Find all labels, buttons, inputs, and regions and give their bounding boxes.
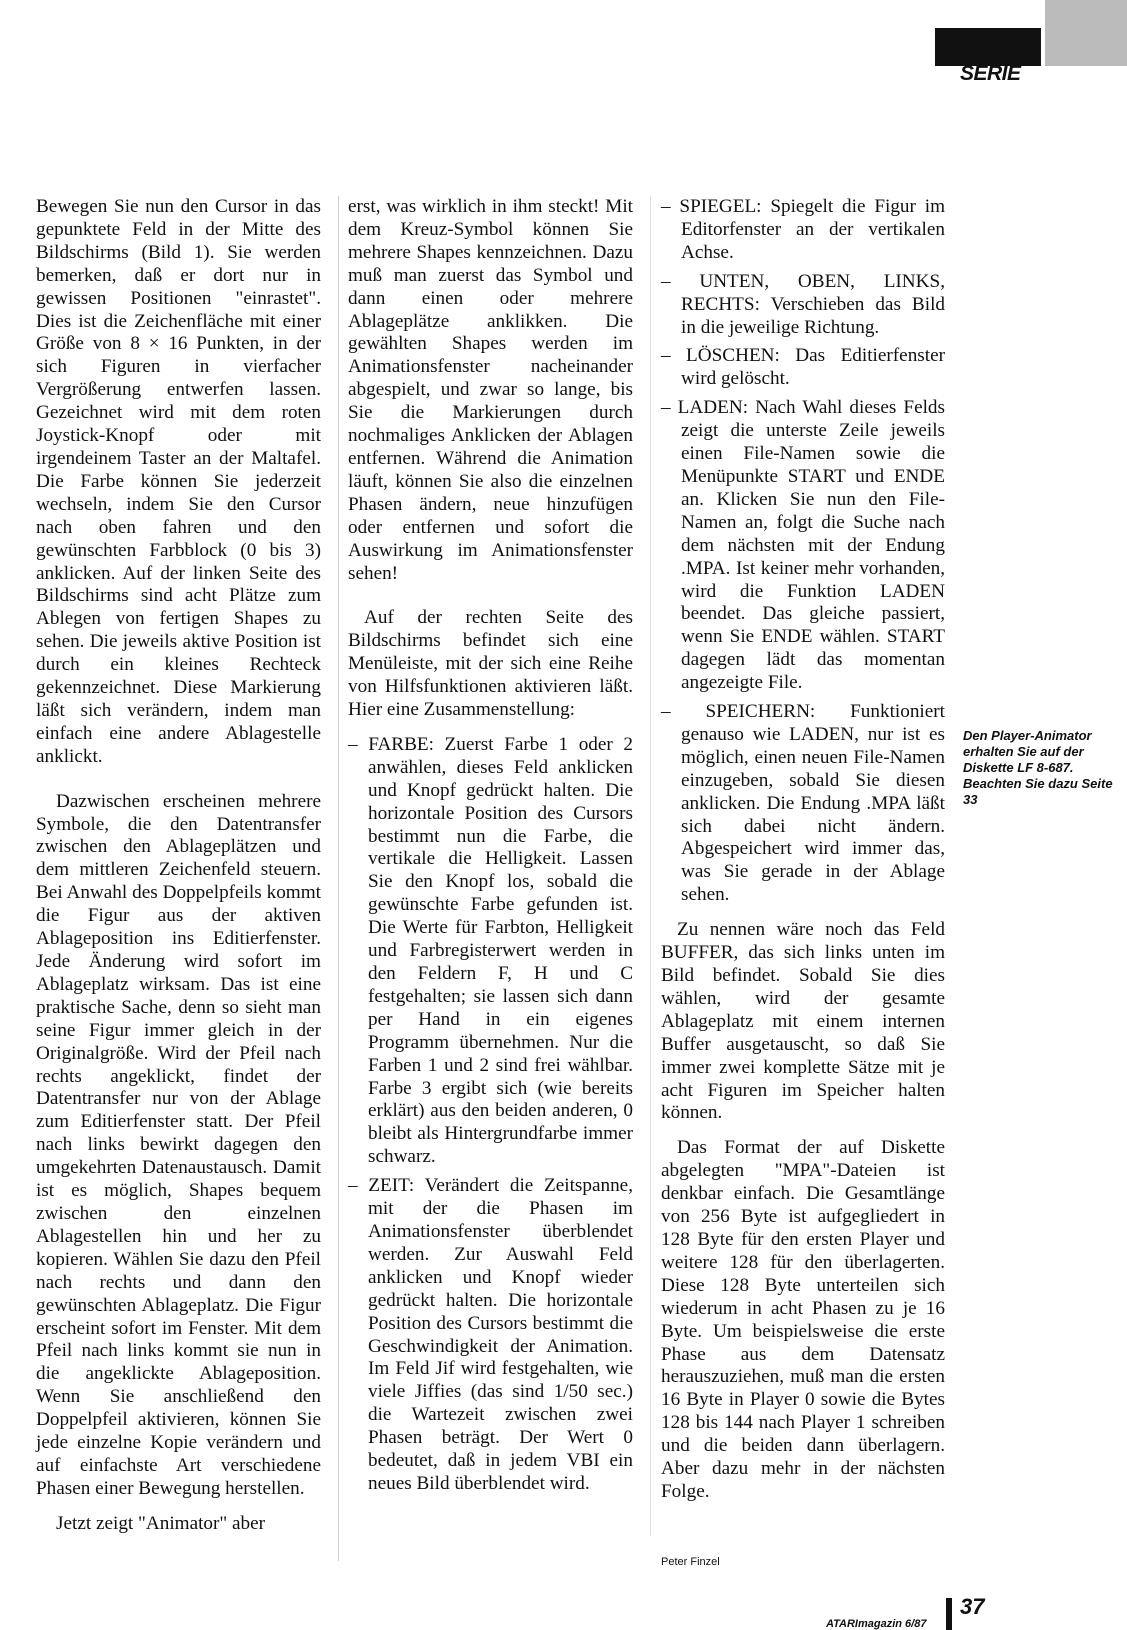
list-item: – SPEICHERN: Funktioniert genauso wie LADEN, nur ist es möglich, einen neuen File-Namen einzugeben, sobald Sie diesen anklicken. Die Endung .MPA läßt sich dabei nicht ändern. Abgespeichert wird immer das, was Sie gerade in der Ablage sehen. [661, 701, 945, 906]
column-divider [650, 196, 651, 1536]
header-grey-block [1045, 0, 1127, 66]
paragraph: Bewegen Sie nun den Cursor in das gepunktete Feld in der Mitte des Bildschirms (Bild 1). Sie werden bemerken, daß er dort nur in gewissen Positionen "einrastet". Dies ist die Zeichenfläche mit einer Größe von 8 × 16 Punkten, in der sich Figuren in vierfacher Vergrößerung entwerfen lassen. Gezeichnet wird mit dem roten Joystick-Knopf oder mit irgendeinem Taster an der Maltafel. Die Farbe können Sie jederzeit wechseln, indem Sie den Cursor nach oben fahren und den gewünschten Farbblock (0 bis 3) anklicken. Auf der linken Seite des Bildschirms sind acht Plätze zum Ablegen von fertigen Shapes zu sehen. Die jeweils aktive Position ist durch ein kleines Rechteck gekennzeichnet. Diese Markierung läßt sich verändern, indem man einfach eine andere Ablagestelle anklickt. [36, 196, 321, 767]
text-column-2 [348, 196, 633, 1496]
list-item: – FARBE: Zuerst Farbe 1 oder 2 anwählen, dieses Feld anklicken und Knopf gedrückt halten. Die horizontale Position des Cursors bestimmt nun die Farbe, die vertikale die Helligkeit. Lassen Sie den Knopf los, sobald die gewünschte Farbe gefunden ist. Die Werte für Farbton, Helligkeit und Farbregisterwert werden in den Feldern F, H und C festgehalten; sie lassen sich dann per Hand in ein eigenes Programm übernehmen. Nur die Farben 1 und 2 sind frei wählbar. Farbe 3 ergibt sich (wie bereits erklärt) aus den beiden anderen, 0 bleibt als Hintergrundfarbe immer schwarz. [348, 733, 633, 1168]
text-column-1 [36, 196, 321, 1536]
list-item: – LÖSCHEN: Das Editierfenster wird gelöscht. [661, 345, 945, 390]
paragraph: Das Format der auf Diskette abgelegten "MPA"-Dateien ist denkbar einfach. Die Gesamtlänge von 256 Byte ist aufgegliedert in 128 Byte für den ersten Player und weitere 128 für den überlagerten. Diese 128 Byte unterteilen sich wiederum in acht Phasen zu je 16 Byte. Um beispielsweise die erste Phase aus dem Datensatz herauszuziehen, muß man die ersten 16 Byte in Player 0 sowie die Bytes 128 bis 144 nach Player 1 schreiben und die beiden dann überlagern. Aber dazu mehr in der nächsten Folge. [661, 1137, 945, 1502]
paragraph: Auf der rechten Seite des Bildschirms befindet sich eine Menüleiste, mit der sich eine Reihe von Hilfsfunktionen aktivieren läßt. Hier eine Zusammenstellung: [348, 607, 633, 721]
list-item: – SPIEGEL: Spiegelt die Figur im Editorfenster an der vertikalen Achse. [661, 196, 945, 263]
paragraph: Zu nennen wäre noch das Feld BUFFER, das sich links unten im Bild befindet. Sobald Sie dies wählen, wird der gesamte Ablageplatz mit einem internen Buffer ausgetauscht, so daß Sie immer zwei komplette Sätze mit je acht Figuren im Speicher halten können. [661, 919, 945, 1124]
text-column-3 [661, 196, 945, 1504]
footer-bar [946, 1598, 952, 1630]
paragraph: Jetzt zeigt "Animator" aber [56, 1512, 266, 1534]
paragraph: erst, was wirklich in ihm steckt! Mit dem Kreuz-Symbol können Sie mehrere Shapes kennzeichnen. Dazu muß man zuerst das Symbol und dann einen oder mehrere Ablageplätze anklikken. Die gewählten Shapes werden im Animationsfenster nacheinander abgespielt, und zwar so lange, bis Sie die Markierungen durch nochmaliges Anklicken der Ablagen entfernen. Während die Animation läuft, können Sie also die einzelnen Phasen ändern, neue hinzufügen oder entfernen und sofort die Auswirkung im Animationsfenster sehen! [348, 196, 633, 584]
paragraph: Dazwischen erscheinen mehrere Symbole, die den Datentransfer zwischen den Ablageplätzen und dem mittleren Zeichenfeld steuern. Bei Anwahl des Doppelpfeils kommt die Figur aus der aktiven Ablageposition ins Editierfenster. Jede Änderung wird sofort im Ablageplatz wirksam. Das ist eine praktische Sache, denn so sieht man seine Figur immer gleich in der Originalgröße. Wird der Pfeil nach rechts angeklickt, findet der Datentransfer nur von der Ablage zum Editierfenster statt. Der Pfeil nach links bewirkt dagegen den umgekehrten Datenaustausch. Damit ist es möglich, Shapes bequem zwischen den einzelnen Ablagestellen hin und her zu kopieren. Wählen Sie dazu den Pfeil nach rechts und dann den gewünschten Ablageplatz. Die Figur erscheint sofort im Fenster. Mit dem Pfeil nach links kommt sie nun in die angeklickte Ablageposition. Wenn Sie anschließend den Doppelpfeil aktivieren, können Sie jede einzelne Kopie verändern und auf einfachste Art verschiedene Phasen einer Bewegung herstellen. [36, 790, 321, 1499]
author-name: Peter Finzel [661, 1556, 720, 1568]
list-item: – ZEIT: Verändert die Zeitspanne, mit der die Phasen im Animationsfenster überblendet werden. Zur Auswahl Feld anklicken und Knopf wieder gedrückt halten. Die horizontale Position des Cursors bestimmt die Geschwindigkeit der Animation. Im Feld Jif wird festgehalten, wie viele Jiffies (das sind 1/50 sec.) die Wartezeit zwischen zwei Phasen beträgt. Der Wert 0 bedeutet, daß in jedem VBI ein neues Bild überblendet wird. [348, 1175, 633, 1494]
list-item: – UNTEN, OBEN, LINKS, RECHTS: Verschieben das Bild in die jeweilige Richtung. [661, 270, 945, 338]
footer-magazine: ATARImagazin 6/87 [826, 1618, 927, 1630]
list-item: – LADEN: Nach Wahl dieses Felds zeigt die unterste Zeile jeweils einen File-Namen sowie die Menüpunkte START und ENDE an. Klicken Sie nun den File-Namen an, folgt die Suche nach dem nächsten mit der Endung .MPA. Ist keiner mehr vorhanden, wird die Funktion LADEN beendet. Das gleiche passiert, wenn Sie ENDE wählen. START dagegen lädt das momentan angezeigte File. [661, 397, 945, 694]
header-black-bar [935, 28, 1041, 66]
column-divider [338, 196, 339, 1561]
section-label: SERIE [960, 62, 1021, 85]
sidenote: Den Player-Animator erhalten Sie auf der Diskette LF 8-687. Beachten Sie dazu Seite 33 [963, 728, 1113, 807]
page-number: 37 [960, 1594, 985, 1619]
